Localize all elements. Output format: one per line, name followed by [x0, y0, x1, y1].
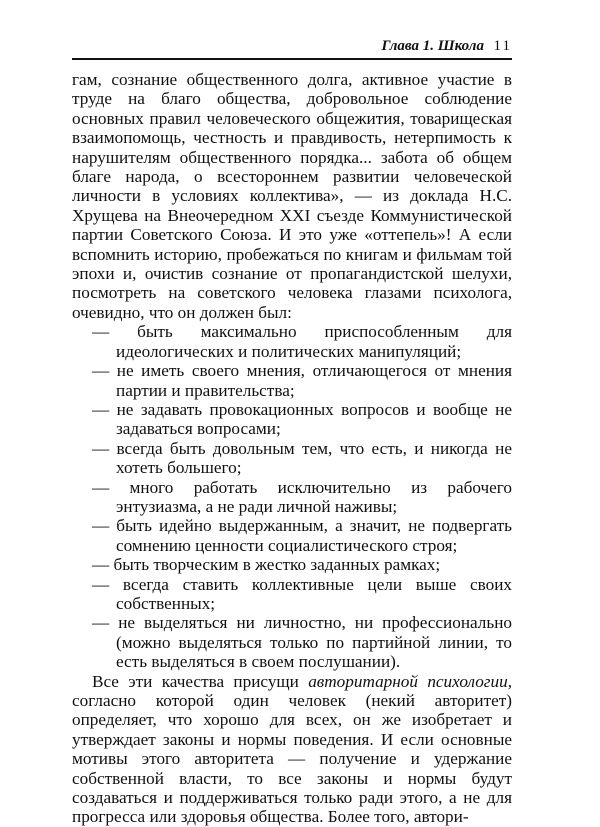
final-text-after: , согласно которой один человек (некий авторитет) определяет, что хорошо для всех, он же изобретает и утверждает законы и нормы поведения. И если основные мотивы этого авторитета — получение и удержание собственной власти, то все законы и нормы будут создаваться и поддерживаться только ради этого, а не для прогресса или здоровья общества. Более того, автори- — [72, 671, 512, 827]
chapter-title: Глава 1. Школа — [381, 38, 484, 54]
intro-paragraph: гам, сознание общественного долга, активное участие в труде на благо общества, добровольное соблюдение основных правил человеческого общежития, товарищеская взаимопомощь, честность и правдивость, нетерпимость к нарушителям общественного порядка... забота об общем благе народа, о всестороннем развитии человеческой личности в условиях коллектива», — из доклада Н.С. Хрущева на Внеочередном XXI съезде Коммунистической партии Советского Союза. И это уже «оттепель»! А если вспомнить историю, пробежаться по книгам и фильмам той эпохи и, очистив сознание от пропагандистской шелухи, посмотреть на советского человека глазами психолога, очевидно, что он должен был: — [72, 70, 512, 322]
body-text — [72, 70, 512, 827]
final-text-before: Все эти качества присущи — [92, 671, 309, 691]
list-item: — много работать исключительно из рабочего энтузиазма, а не ради личной наживы; — [92, 477, 512, 516]
qualities-list — [72, 322, 512, 671]
page-number: 11 — [493, 38, 512, 54]
list-item: — всегда ставить коллективные цели выше своих собственных; — [92, 574, 512, 613]
list-item: — не иметь своего мнения, отличающегося от мнения партии и правительства; — [92, 361, 512, 400]
list-item: — быть максимально приспособленным для идеологических и политических манипуляций; — [92, 322, 512, 361]
list-item: — быть творческим в жестко заданных рамках; — [92, 555, 441, 575]
list-item: — не выделяться ни личностно, ни профессионально (можно выделяться только по партийной линии, то есть выделяться в своем послушании). — [92, 613, 512, 672]
list-item: — всегда быть довольным тем, что есть, и никогда не хотеть большего; — [92, 438, 512, 478]
final-paragraph — [72, 672, 512, 827]
list-item: — быть идейно выдержанным, а значит, не подвергать сомнению ценности социалистического строя; — [92, 516, 512, 555]
emphasis-authoritarian-psychology: авторитарной психологии — [308, 671, 508, 691]
running-header — [72, 36, 512, 60]
list-item: — не задавать провокационных вопросов и вообще не задаваться вопросами; — [92, 399, 512, 439]
